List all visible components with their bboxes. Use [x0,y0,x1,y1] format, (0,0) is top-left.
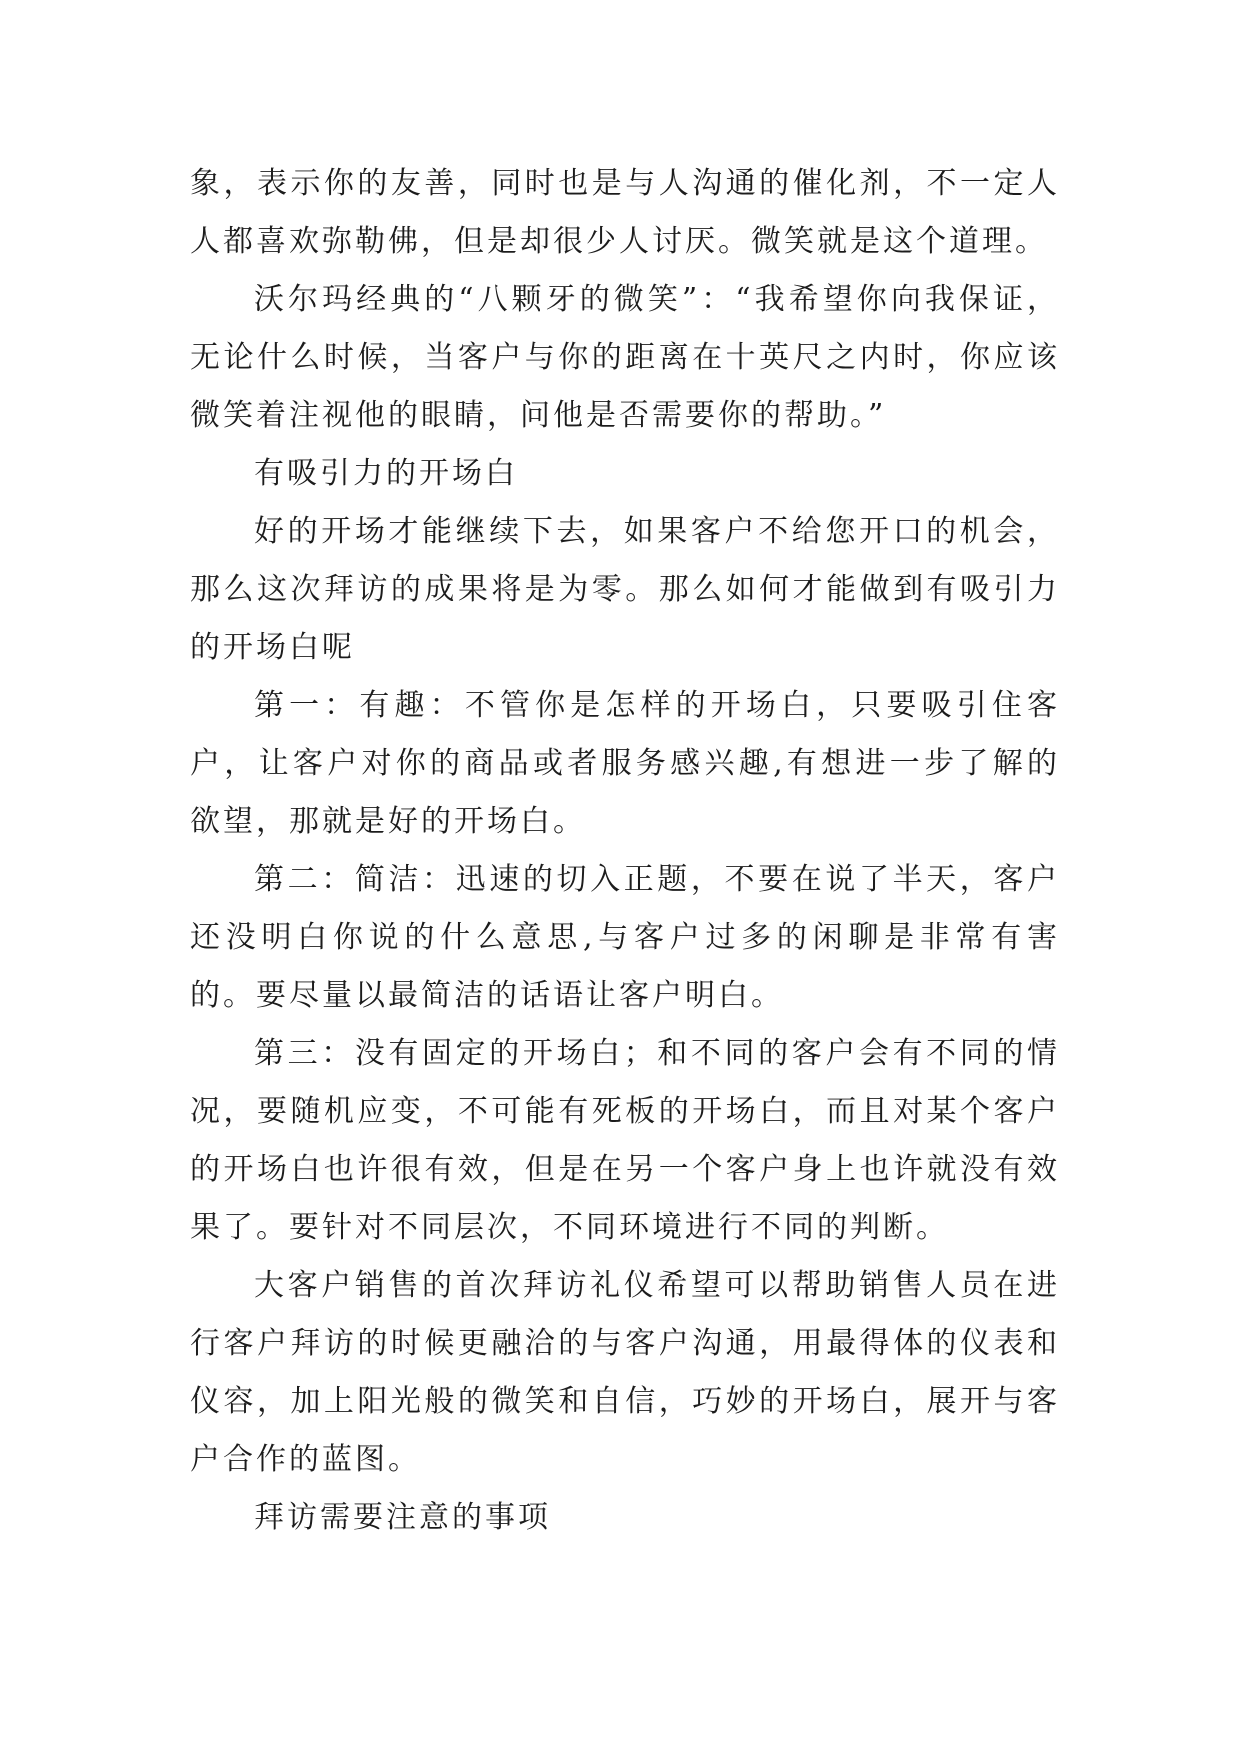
paragraph-point-one: 第一：有趣：不管你是怎样的开场白，只要吸引住客户，让客户对你的商品或者服务感兴趣,有想进一步了解的欲望，那就是好的开场白。 [190,688,1060,839]
paragraph-point-three: 第三：没有固定的开场白；和不同的客户会有不同的情况，要随机应变，不可能有死板的开场白，而且对某个客户的开场白也许很有效，但是在另一个客户身上也许就没有效果了。要针对不同层次，不同环境进行不同的判断。 [190,1036,1060,1245]
section-heading-opening-line: 有吸引力的开场白 [254,456,518,491]
paragraph-good-opening: 好的开场才能继续下去，如果客户不给您开口的机会，那么这次拜访的成果将是为零。那么如何才能做到有吸引力的开场白呢 [190,514,1060,665]
paragraph-point-two: 第二：简洁：迅速的切入正题，不要在说了半天，客户还没明白你说的什么意思,与客户过多的闲聊是非常有害的。要尽量以最简洁的话语让客户明白。 [190,862,1060,1013]
document-page [190,155,1060,1547]
paragraph-summary: 大客户销售的首次拜访礼仪希望可以帮助销售人员在进行客户拜访的时候更融洽的与客户沟通，用最得体的仪表和仪容，加上阳光般的微笑和自信，巧妙的开场白，展开与客户合作的蓝图。 [190,1268,1060,1477]
section-heading-visit-notes: 拜访需要注意的事项 [254,1500,551,1535]
paragraph-walmart-smile: 沃尔玛经典的“八颗牙的微笑”：“我希望你向我保证，无论什么时候，当客户与你的距离在十英尺之内时，你应该微笑着注视他的眼睛，问他是否需要你的帮助。” [190,282,1060,433]
paragraph-continuation: 象，表示你的友善，同时也是与人沟通的催化剂，不一定人人都喜欢弥勒佛，但是却很少人讨厌。微笑就是这个道理。 [190,166,1060,259]
